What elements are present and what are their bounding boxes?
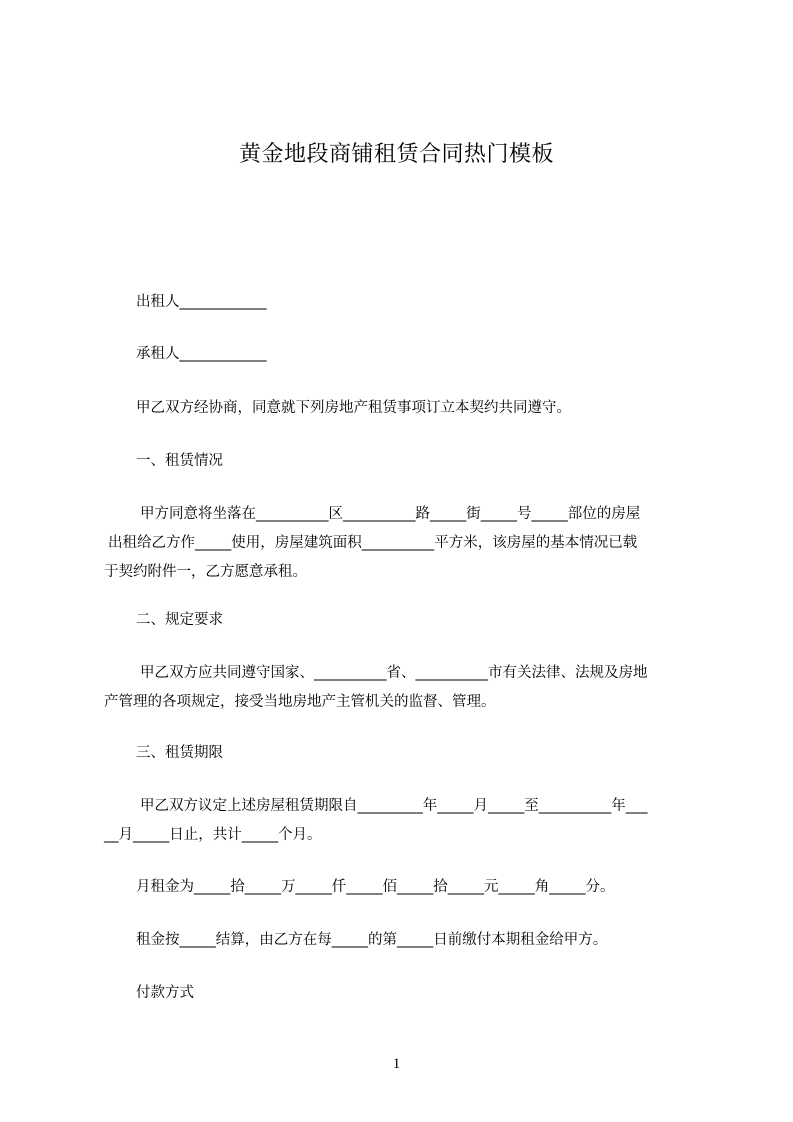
- section1-line-1: 甲方同意将坐落在__________区__________路_____街_____号_____部位的房屋: [140, 506, 641, 522]
- intro-paragraph: 甲乙双方经协商，同意就下列房地产租赁事项订立本契约共同遵守。: [136, 400, 571, 416]
- section2-line-1: 甲乙双方应共同遵守国家、__________省、__________市有关法律、法规及房地: [140, 665, 648, 681]
- section3-paragraph: [104, 792, 704, 850]
- section1-line-3: 于契约附件一，乙方愿意承租。: [104, 564, 307, 580]
- document-title: 黄金地段商铺租赁合同热门模板: [238, 142, 554, 167]
- lessee-line: 承租人____________: [136, 346, 267, 362]
- settlement-paragraph: 租金按_____结算，由乙方在每_____的第_____日前缴付本期租金给甲方。: [136, 932, 608, 948]
- section1-paragraph: [104, 500, 704, 587]
- section1-heading: 一、租赁情况: [136, 453, 223, 469]
- section3-heading: 三、租赁期限: [136, 745, 223, 761]
- section2-line-2: 产管理的各项规定，接受当地房地产主管机关的监督、管理。: [104, 694, 496, 710]
- section2-heading: 二、规定要求: [136, 612, 223, 628]
- section2-paragraph: [104, 659, 704, 717]
- rent-paragraph: 月租金为_____拾_____万_____仟_____佰_____拾_____元_____角_____分。: [136, 879, 615, 895]
- payment-method-heading: 付款方式: [136, 985, 194, 1001]
- lessor-line: 出租人____________: [136, 294, 267, 310]
- section1-line-2: 出租给乙方作_____使用，房屋建筑面积__________平方米，该房屋的基本情况已载: [108, 535, 638, 551]
- page-number: 1: [392, 1056, 401, 1072]
- section3-line-1: 甲乙双方议定上述房屋租赁期限自_________年_____月_____至__________年___: [140, 798, 648, 814]
- section3-line-2: __月_____日止，共计_____个月。: [104, 827, 322, 843]
